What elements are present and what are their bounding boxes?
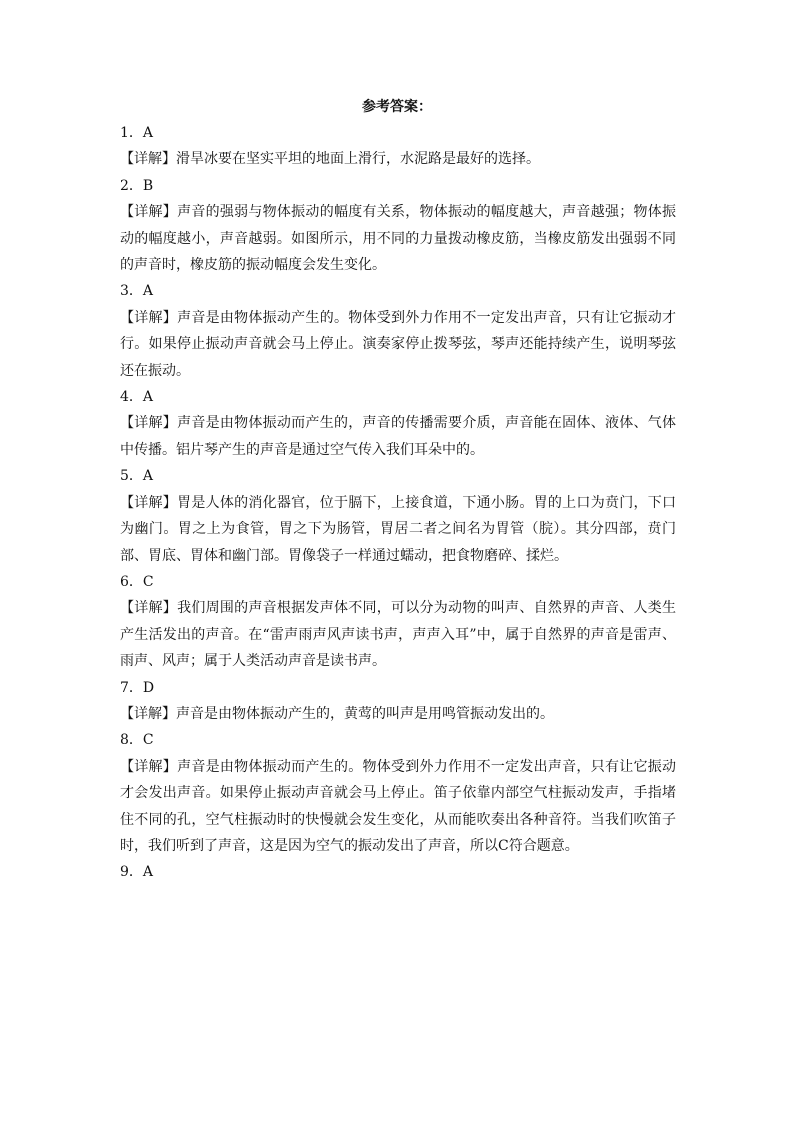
answer-number: 2．B: [120, 177, 154, 194]
answer-explanation: [120, 701, 676, 727]
explanation-text: 声音是由物体振动而产生的。物体受到外力作用不一定发出声音，只有让它振动才会发出声音。如果停止振动声音就会马上停止。笛子依靠内部空气柱振动发声，手指堵住不同的孔，空气柱振动时的快慢就会发生变化，从而能吹奏出各种音符。当我们吹笛子时，我们听到了声音，这是因为空气的振动发出了声音，所以C符合题意。: [120, 758, 677, 854]
page-title: 参考答案：: [362, 99, 432, 115]
answer-number: 5．A: [120, 468, 154, 485]
answer-explanation: [120, 754, 676, 860]
answer-list: [120, 120, 676, 886]
answer-number: 3．A: [120, 283, 154, 300]
explanation-label: 【详解】: [120, 705, 176, 722]
explanation-label: 【详解】: [120, 309, 178, 326]
answer-number: 7．D: [120, 679, 155, 696]
explanation-label: 【详解】: [120, 494, 178, 511]
explanation-label: 【详解】: [120, 600, 178, 617]
answer-explanation: [120, 410, 676, 463]
explanation-label: 【详解】: [120, 204, 178, 221]
answer-number: 8．C: [120, 732, 154, 749]
explanation-text: 滑旱冰要在坚实平坦的地面上滑行，水泥路是最好的选择。: [176, 151, 540, 168]
explanation-text: 声音是由物体振动产生的，黄莺的叫声是用鸣管振动发出的。: [176, 705, 554, 722]
answer-number: 1．A: [120, 125, 154, 141]
explanation-label: 【详解】: [120, 415, 178, 432]
answer-number: 9．A: [120, 864, 154, 881]
explanation-text: 胃是人体的消化器官，位于膈下，上接食道，下通小肠。胃的上口为贲门，下口为幽门。胃之上为食管，胃之下为肠管，胃居二者之间名为胃管（脘）。其分四部，贲门部、胃底、胃体和幽门部。胃像袋子一样通过蠕动，把食物磨碎、揉烂。: [120, 494, 677, 564]
answer-explanation: [120, 490, 676, 569]
explanation-text: 声音是由物体振动而产生的，声音的传播需要介质，声音能在固体、液体、气体中传播。铝片琴产生的声音是通过空气传入我们耳朵中的。: [120, 415, 677, 458]
answer-explanation: [120, 199, 676, 278]
explanation-label: 【详解】: [120, 151, 176, 168]
answer-number: 4．A: [120, 389, 154, 406]
explanation-text: 声音是由物体振动产生的。物体受到外力作用不一定发出声音，只有让它振动才行。如果停止振动声音就会马上停止。演奏家停止拨琴弦，琴声还能持续产生，说明琴弦还在振动。: [120, 309, 677, 379]
answer-number: 6．C: [120, 573, 154, 590]
explanation-text: 我们周围的声音根据发声体不同，可以分为动物的叫声、自然界的声音、人类生产生活发出的声音。在“雷声雨声风声读书声，声声入耳”中，属于自然界的声音是雷声、雨声、风声；属于人类活动声音是读书声。: [120, 600, 677, 670]
explanation-label: 【详解】: [120, 758, 178, 775]
explanation-text: 声音的强弱与物体振动的幅度有关系，物体振动的幅度越大，声音越强；物体振动的幅度越小，声音越弱。如图所示，用不同的力量拨动橡皮筋，当橡皮筋发出强弱不同的声音时，橡皮筋的振动幅度会发生变化。: [120, 204, 677, 274]
answer-explanation: [120, 305, 676, 384]
answer-explanation: [120, 595, 676, 674]
answer-explanation: [120, 146, 676, 172]
